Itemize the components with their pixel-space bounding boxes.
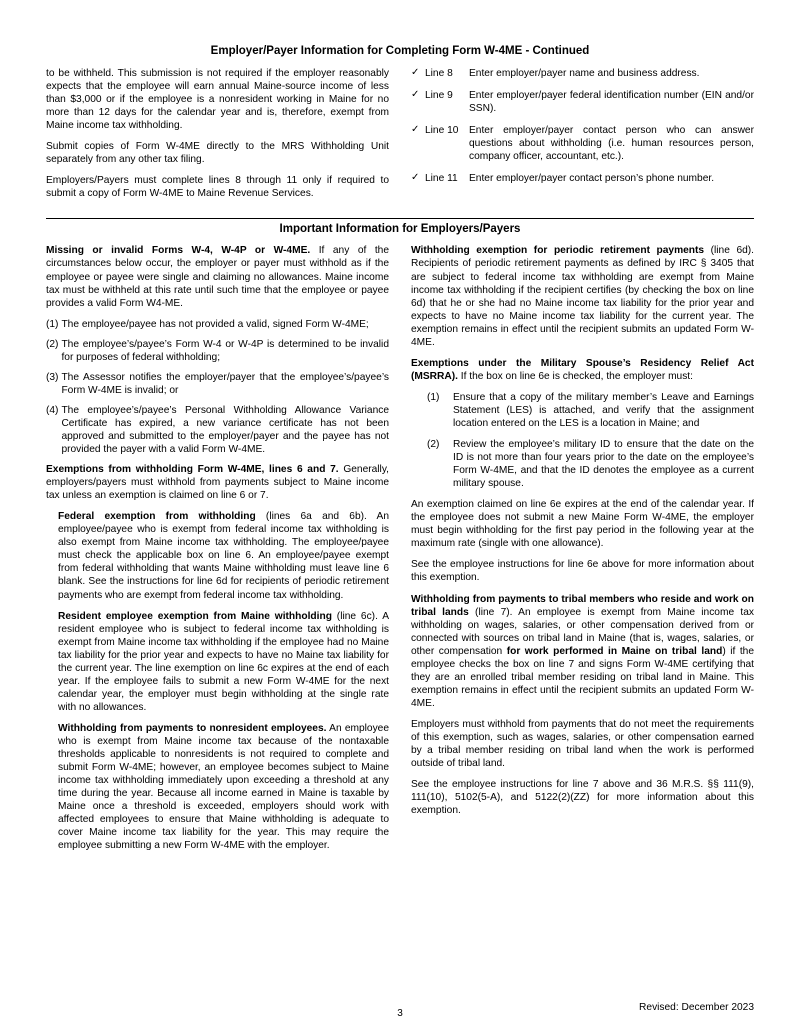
list-item <box>46 404 389 456</box>
line-description: Enter employer/payer contact person’s phone number. <box>469 173 715 185</box>
left-paragraph-1: to be withheld. This submission is not required if the employer reasonably expects that the employee will earn annual Maine-source income of less than $3,000 or if the employee is a nonresident working in Maine for no more than 12 days for the calendar year and is, therefore, exempt from Maine income tax withholding. <box>46 68 389 132</box>
list-text: Review the employee’s military ID to ensure that the date on the ID is not more than four years prior to the date on the employee’s Form W-4ME, and that the ID denotes the employee as a current military spouse. <box>453 439 754 490</box>
line-description: Enter employer/payer federal identification number (EIN and/or SSN). <box>469 90 754 115</box>
exemptions-paragraph <box>46 463 389 502</box>
resident-exemption-heading: Resident employee exemption from Maine withholding <box>58 610 332 622</box>
top-left-column <box>46 67 389 208</box>
list-marker: (1) <box>427 391 440 403</box>
line-label: Line 11 <box>425 173 458 185</box>
checkmark-icon: ✓ <box>411 124 420 136</box>
federal-exemption-body: (lines 6a and 6b). An employee/payee who is exempt from federal income tax withholding is also exempt from Maine income tax withholding. The employee/payee must check the applicable box on line 6. An employee/payee exempt from federal withholding that wants Maine withholding must leave line 6 blank. See the instructions for line 6d for recipients of periodic retirement payments who are exempt from federal income tax withholding. <box>58 511 389 601</box>
list-item <box>411 89 754 115</box>
tribal-bold-phrase: for work performed in Maine on tribal land <box>506 645 723 657</box>
tribal-statute-paragraph: See the employee instructions for line 7 above and 36 M.R.S. §§ 111(9), 111(10), 5102(5-A), and 5122(2)(ZZ) for more information about this exemption. <box>411 779 754 817</box>
tribal-withholding-heading: Withholding from payments to tribal members who reside and work on tribal lands <box>411 593 754 618</box>
left-paragraph-3: Employers/Payers must complete lines 8 through 11 only if required to submit a copy of Form W-4ME to Maine Revenue Services. <box>46 175 389 200</box>
main-left-column <box>46 244 389 860</box>
resident-exemption-body: (line 6c). A resident employee who is subject to federal income tax withholding is exempt from Maine income tax withholding if the employee had no Maine tax liability for the prior year and expects to have no Maine tax liability for the current year. The line exemption on line 6c expires at the end of each year. If the employee fails to submit a new Form W-4ME for the next calendar year, the employer must begin withholding at the single rate with no allowances. <box>58 610 389 713</box>
exemptions-body: Generally, employers/payers must withhold from payments subject to Maine income tax unless an exemption is claimed on line 6 or 7. <box>46 464 389 502</box>
msrra-body: If the box on line 6e is checked, the employer must: <box>457 370 693 382</box>
federal-exemption-paragraph <box>58 510 389 601</box>
periodic-retirement-body: (line 6d). Recipients of periodic retirement payments as defined by IRC § 3405 that are subject to federal income tax withholding are exempt from Maine income tax withholding if the recipient certifies (by checking the box on line 6d) that he or she had no Maine income tax liability for the prior year and expects to have no Maine income tax liability for the current year. The exemption remains in effect until the recipient submits an updated Form W-4ME. <box>411 245 754 348</box>
list-item <box>411 124 754 163</box>
list-text: The employee’s/payee’s Form W-4 or W-4P is determined to be invalid for purposes of federal withholding; <box>61 338 389 363</box>
nonresident-withholding-body: An employee who is exempt from Maine income tax because of the nontaxable thresholds applicable to nonresidents is not required to complete and submit Form W-4ME; however, an employee becomes subject to Maine income tax withholding immediately upon exceeding a threshold at any time during the year. Because all income earned in Maine is taxable by Maine once a threshold is exceeded, employers should work with affected employees to ensure that Maine withholding is adequate to cover Maine income tax liability for the year. This may require the employee submitting a new Form W-4ME with the employer. <box>58 722 390 852</box>
msrra-heading: Exemptions under the Military Spouse’s Residency Relief Act (MSRRA). <box>411 357 754 382</box>
tribal-body-part2: ) if the employee checks the box on line 7 and signs Form W-4ME certifying that they are an enrolled tribal member residing on tribal land in Maine. This exemption remains in effect until the recipient submits an updated Form W-4ME. <box>411 645 755 709</box>
exemptions-heading: Exemptions from withholding Form W-4ME, lines 6 and 7. <box>46 464 339 476</box>
federal-exemption-heading: Federal exemption from withholding <box>58 511 256 523</box>
list-item <box>46 318 389 331</box>
section-title: Important Information for Employers/Payers <box>279 223 521 236</box>
list-marker: (4) <box>46 404 59 416</box>
list-marker: (2) <box>46 338 59 350</box>
list-text: The employee’s/payee’s Personal Withholding Allowance Variance Certificate has expired, a new variance certificate has not been approved and submitted to the employer/payer and the payee has not provided the payer with a valid Form W-4ME. <box>61 404 389 456</box>
top-right-column <box>411 67 754 194</box>
checkmark-icon: ✓ <box>411 89 420 101</box>
list-item <box>427 391 754 430</box>
list-item <box>411 172 754 185</box>
list-text: Ensure that a copy of the military member’s Leave and Earnings Statement (LES) is attached, and verify that the assignment location entered on the LES is a location in Maine; and <box>453 391 754 429</box>
line-label: Line 8 <box>425 68 453 79</box>
list-text: The employee/payee has not provided a valid, signed Form W-4ME; <box>61 318 369 330</box>
list-marker: (1) <box>46 318 59 330</box>
page-title: Employer/Payer Information for Completing Form W-4ME - Continued <box>210 45 590 57</box>
resident-exemption-paragraph <box>58 610 389 714</box>
missing-forms-heading: Missing or invalid Forms W-4, W-4P or W-4ME. <box>46 245 311 257</box>
msrra-seealso-paragraph: See the employee instructions for line 6e above for more information about this exemption. <box>411 559 754 584</box>
top-two-column-area <box>46 67 754 208</box>
list-item <box>427 438 754 490</box>
tribal-employer-paragraph: Employers must withhold from payments that do not meet the requirements of this exemption, such as wages, salaries, or other compensation earned by a tribal member residing on tribal land when the work is performed outside of tribal land. <box>411 718 754 770</box>
list-text: The Assessor notifies the employer/payer that the employee’s/payee’s Form W-4ME is invalid; or <box>61 371 389 396</box>
list-marker: (3) <box>46 371 59 383</box>
nonresident-withholding-heading: Withholding from payments to nonresident employees. <box>58 722 327 734</box>
checkmark-icon: ✓ <box>411 172 420 184</box>
left-paragraph-2: Submit copies of Form W-4ME directly to the MRS Withholding Unit separately from any other tax filing. <box>46 141 389 166</box>
main-two-column-area <box>46 244 754 860</box>
msrra-paragraph <box>411 357 754 383</box>
list-item <box>46 371 389 397</box>
nonresident-withholding-paragraph <box>58 722 389 852</box>
tribal-body-part1: (line 7). An employee is exempt from Maine income tax withholding on wages, salaries, or other compensation derived from or connected with sources on tribal land in Maine (that is, wages, salaries, or other compensation <box>411 606 754 657</box>
revision-date: Revised: December 2023 <box>639 1002 754 1013</box>
list-marker: (2) <box>427 439 440 451</box>
line-label: Line 10 <box>425 125 459 137</box>
missing-forms-body: If any of the circumstances below occur, the employer or payer must withhold as if the employee or payee were single and claiming no allowances. Maine income tax must be withheld at this rate until such time that the employee or payee provides a valid Form W4-ME. <box>46 245 389 309</box>
missing-forms-paragraph <box>46 244 389 309</box>
page-number: 3 <box>397 1008 403 1019</box>
list-item <box>46 338 389 364</box>
main-right-column <box>411 244 754 825</box>
line-description: Enter employer/payer contact person who can answer questions about withholding (i.e. human resources person, company officer, accountant, etc.). <box>469 125 754 163</box>
divider <box>46 218 754 219</box>
msrra-expiration-paragraph: An exemption claimed on line 6e expires at the end of the calendar year. If the employee does not submit a new Maine Form W-4ME, the employer must begin withholding for the first pay period in the following year at the maximum rate (single with one allowance). <box>411 499 754 550</box>
line-description: Enter employer/payer name and business address. <box>469 68 700 79</box>
line-label: Line 9 <box>425 90 453 102</box>
tribal-withholding-paragraph <box>411 593 754 710</box>
list-item <box>411 67 754 80</box>
periodic-retirement-paragraph <box>411 244 754 348</box>
periodic-retirement-heading: Withholding exemption for periodic retirement payments <box>411 245 705 257</box>
checkmark-icon: ✓ <box>411 67 420 78</box>
